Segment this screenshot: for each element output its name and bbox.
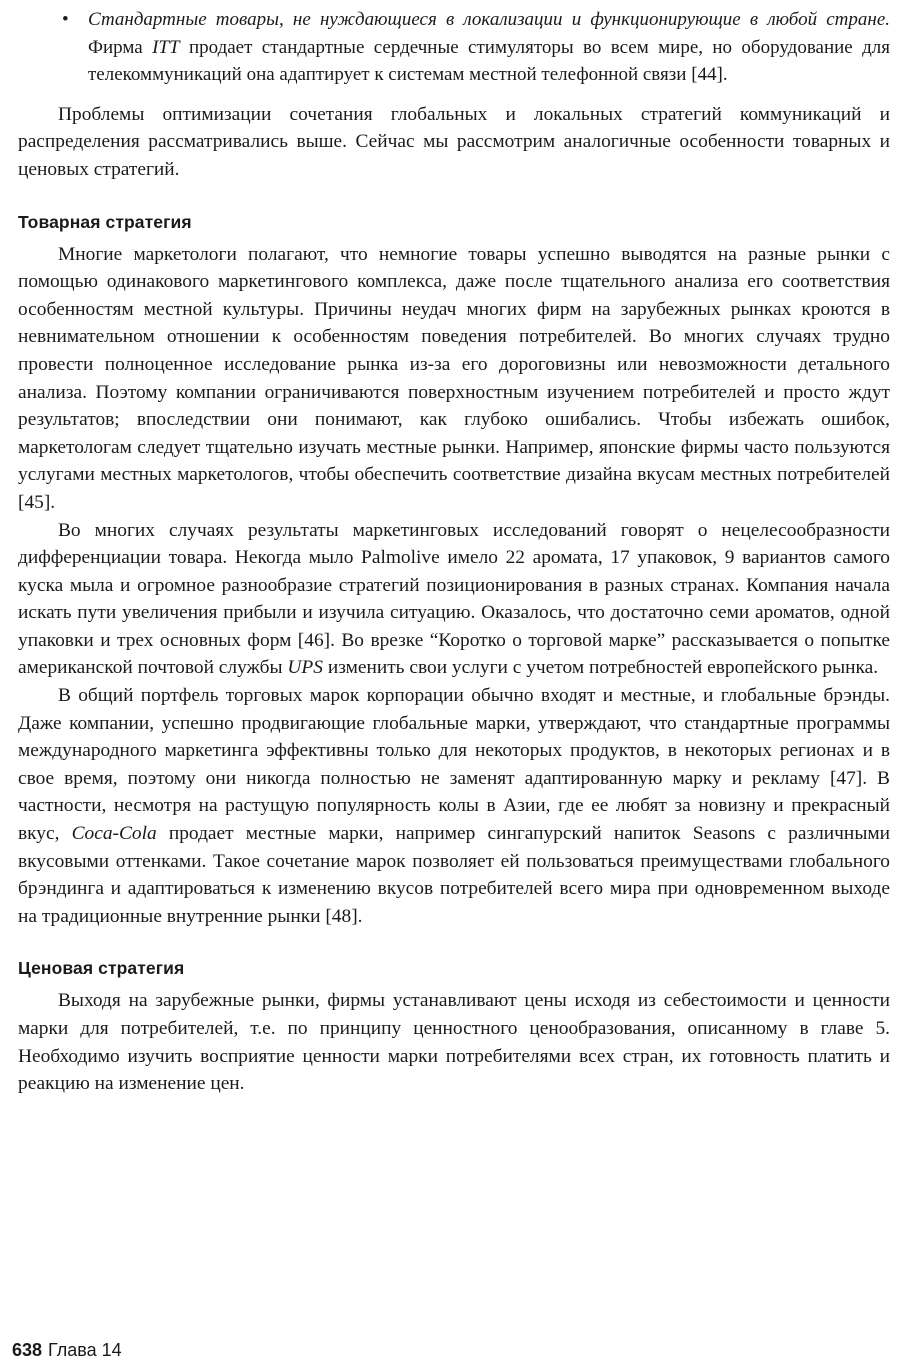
product-p2-company: UPS bbox=[287, 657, 323, 679]
bullet-item bbox=[18, 6, 890, 89]
intro-paragraph: Проблемы оптимизации сочетания глобальных и локальных стратегий коммуникаций и распределения рассматривались выше. Сейчас мы рассмотрим аналогичные особенности товарных и ценовых стратегий. bbox=[18, 103, 890, 180]
chapter-label: Глава 14 bbox=[48, 1340, 122, 1360]
product-p3-text-b: продает местные марки, например сингапурский напиток Seasons с различными вкусовыми оттенками. Такое сочетание марок позволяет ей пользоваться преимуществами глобального брэндинга и адаптироваться к изменению вкусов потребителей всего мира при одновременном выходе на традиционные внутренние рынки [48]. bbox=[18, 823, 890, 927]
product-p2-text-a: Во многих случаях результаты маркетинговых исследований говорят о нецелесообразности дифференциации товара. Некогда мыло Palmolive имело 22 аромата, 17 упаковок, 9 вариантов самого куска мыла и огромное разнообразие стратегий позиционирования в разных странах. Компания начала искать пути увеличения прибыли и изучила ситуацию. Оказалось, что достаточно семи ароматов, одной упаковки и трех основных форм [46]. Во врезке “Коротко о торговой марке” рассказывается о попытке американской почтовой службы bbox=[18, 519, 890, 679]
page-footer bbox=[12, 1338, 122, 1362]
bullet-marker: • bbox=[62, 9, 69, 30]
page-content bbox=[18, 6, 890, 1098]
product-p2-text-b: изменить свои услуги с учетом потребностей европейского рынка. bbox=[322, 657, 879, 679]
heading-price-strategy: Ценовая стратегия bbox=[18, 958, 185, 979]
bullet-text-a: Фирма bbox=[88, 36, 153, 58]
bullet-lead: Стандартные товары, не нуждающиеся в локализации и функционирующие в любой стране. bbox=[88, 9, 890, 30]
page-number: 638 bbox=[12, 1340, 43, 1360]
product-paragraph-1: Многие маркетологи полагают, что немногие товары успешно выводятся на разные рынки с помощью одинакового маркетингового комплекса, даже после тщательного анализа его соответствия особенностям местной культуры. Причины неудач многих фирм на зарубежных рынках кроются в невнимательном отношении к особенностям поведения потребителей. Во многих случаях трудно провести полноценное исследование рынка из-за его дороговизны или невозможности детального анализа. Поэтому компании ограничиваются поверхностным изучением потребителей и просто ждут результатов; впоследствии они понимают, как глубоко ошибались. Чтобы избежать ошибок, маркетологам следует тщательно изучать местные рынки. Например, японские фирмы часто пользуются услугами местных маркетологов, чтобы обеспечить соответствие дизайна вкусам местных потребителей [45]. bbox=[18, 243, 890, 513]
product-paragraph-3 bbox=[18, 682, 890, 930]
heading-product-strategy: Товарная стратегия bbox=[18, 211, 192, 232]
bullet-company: ITT bbox=[152, 36, 180, 58]
product-paragraph-2 bbox=[18, 517, 890, 683]
price-paragraph-1: Выходя на зарубежные рынки, фирмы устанавливают цены исходя из себестоимости и ценности марки для потребителей, т.е. по принципу ценностного ценообразования, описанному в главе 5. Необходимо изучить восприятие ценности марки потребителями всех стран, их готовность платить и реакцию на изменение цен. bbox=[18, 990, 890, 1095]
product-p3-company: Coca-Cola bbox=[71, 823, 157, 845]
bullet-text-b: продает стандартные сердечные стимуляторы во всем мире, но оборудование для телекоммуникаций она адаптирует к системам местной телефонной связи [44]. bbox=[88, 36, 891, 86]
product-p3-text-a: В общий портфель торговых марок корпорации обычно входят и местные, и глобальные брэнды. Даже компании, успешно продвигающие глобальные марки, утверждают, что стандартные программы международного маркетинга эффективны только для некоторых продуктов, в некоторых регионах и в свое время, поэтому они никогда полностью не заменят адаптированную марку и рекламу [47]. В частности, несмотря на растущую популярность колы в Азии, где ее любят за новизну и прекрасный вкус, bbox=[18, 685, 890, 845]
